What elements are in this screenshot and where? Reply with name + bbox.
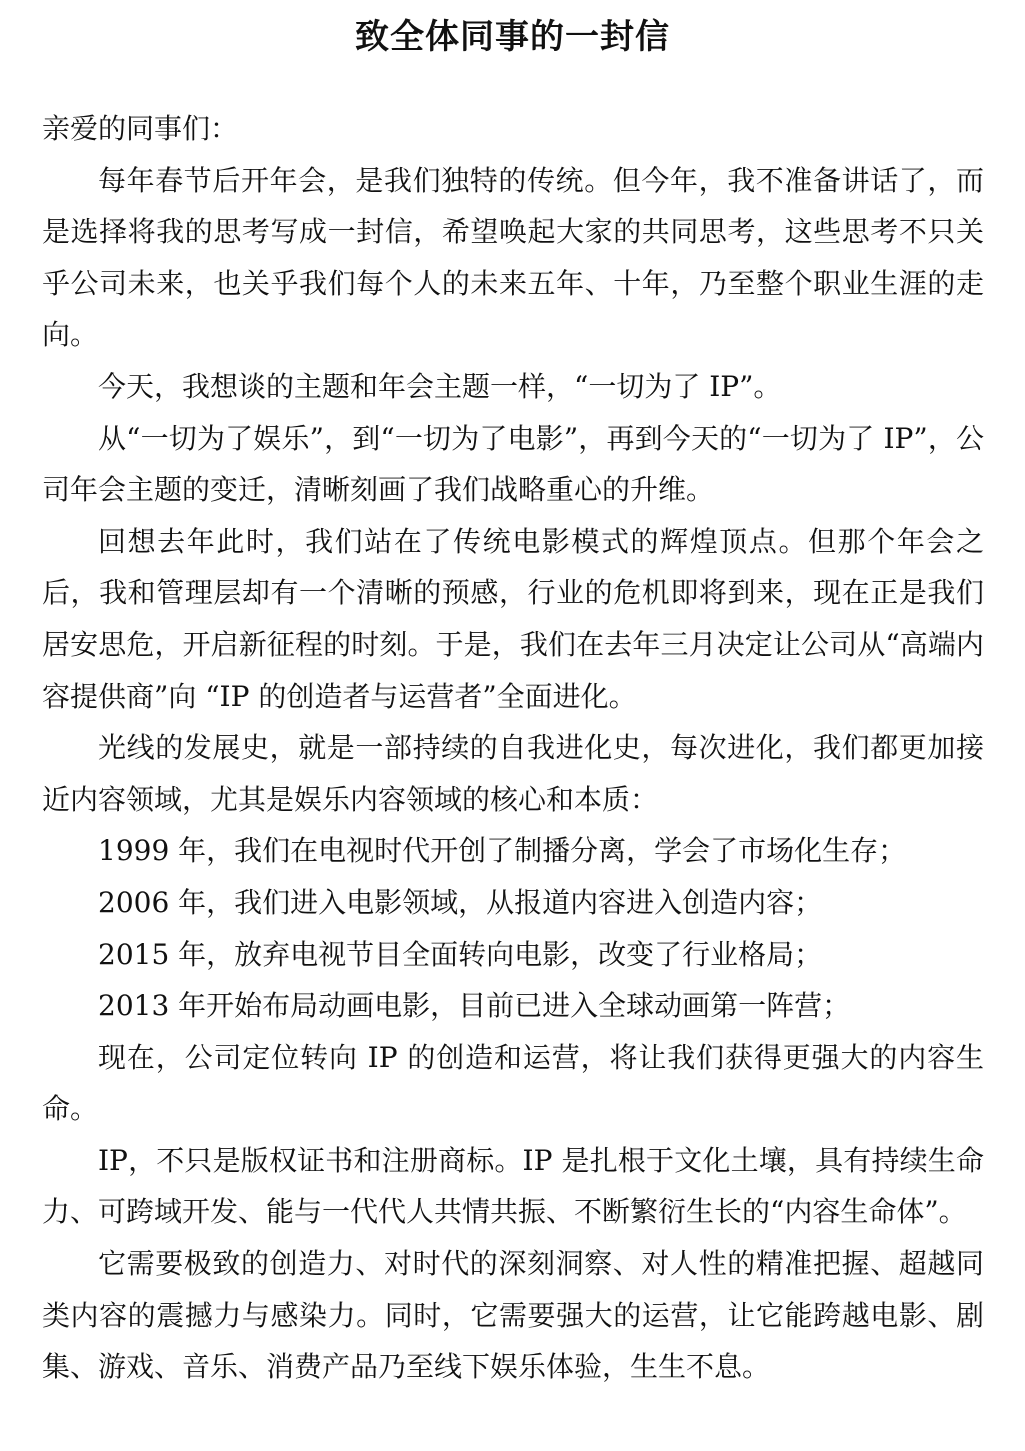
paragraph-ip-needs: 它需要极致的创造力、对时代的深刻洞察、对人性的精准把握、超越同类内容的震撼力与感染力。同时，它需要强大的运营，让它能跨越电影、剧集、游戏、音乐、消费产品乃至线下娱乐体验，生生不息。: [42, 1247, 984, 1384]
paragraph-last-year: 回想去年此时，我们站在了传统电影模式的辉煌顶点。但那个年会之后，我和管理层却有一个清晰的预感，行业的危机即将到来，现在正是我们居安思危，开启新征程的时刻。于是，我们在去年三月决定让公司从“高端内容提供商”向 “IP 的创造者与运营者”全面进化。: [42, 524, 984, 713]
paragraph-theme-history: 从“一切为了娱乐”，到“一切为了电影”，再到今天的“一切为了 IP”，公司年会主题的变迁，清晰刻画了我们战略重心的升维。: [42, 421, 984, 507]
paragraph-ip-definition: IP，不只是版权证书和注册商标。IP 是扎根于文化土壤，具有持续生命力、可跨域开发、能与一代代人共情共振、不断繁衍生长的“内容生命体”。: [42, 1143, 984, 1229]
milestone-1999: 1999 年，我们在电视时代开创了制播分离，学会了市场化生存；: [98, 834, 907, 868]
paragraph-now: 现在，公司定位转向 IP 的创造和运营，将让我们获得更强大的内容生命。: [42, 1040, 984, 1126]
paragraph-opening: 每年春节后开年会，是我们独特的传统。但今年，我不准备讲话了，而是选择将我的思考写成一封信，希望唤起大家的共同思考，这些思考不只关乎公司未来，也关乎我们每个人的未来五年、十年，乃至整个职业生涯的走向。: [42, 163, 984, 352]
paragraph-theme: 今天，我想谈的主题和年会主题一样，“一切为了 IP”。: [98, 369, 782, 403]
letter-title: 致全体同事的一封信: [355, 17, 670, 57]
letter-body: [42, 103, 984, 1393]
salutation: 亲爱的同事们：: [42, 112, 239, 145]
milestone-2013: 2013 年开始布局动画电影，目前已进入全球动画第一阵营；: [98, 989, 851, 1023]
paragraph-evolution: 光线的发展史，就是一部持续的自我进化史，每次进化，我们都更加接近内容领域，尤其是娱乐内容领域的核心和本质：: [42, 731, 984, 816]
milestone-2006: 2006 年，我们进入电影领域，从报道内容进入创造内容；: [98, 885, 823, 919]
milestone-2015: 2015 年，放弃电视节目全面转向电影，改变了行业格局；: [98, 937, 823, 971]
